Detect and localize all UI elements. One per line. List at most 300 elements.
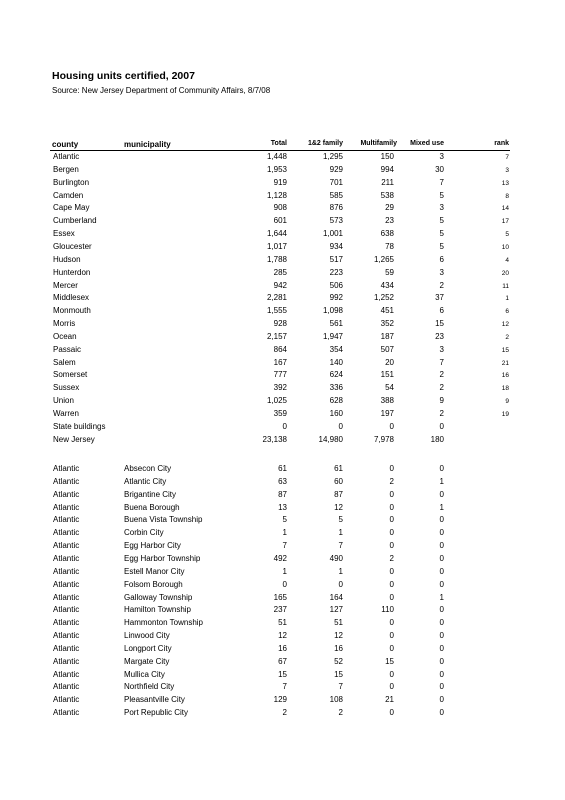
municipality-cell: Galloway Township: [124, 592, 193, 602]
multifamily-cell: 0: [389, 579, 394, 589]
multifamily-cell: 0: [389, 515, 394, 525]
family12-cell: 52: [334, 656, 343, 666]
family12-cell: 108: [329, 695, 343, 705]
total-cell: 1,128: [266, 190, 287, 200]
table-row: [0, 515, 565, 528]
multifamily-cell: 151: [380, 370, 394, 380]
table-row: [0, 464, 565, 477]
header-rule: [50, 150, 510, 151]
county-cell: Atlantic: [53, 643, 80, 653]
family12-cell: 0: [338, 579, 343, 589]
county-cell: Monmouth: [53, 306, 91, 316]
table-row: [0, 593, 565, 606]
county-cell: Atlantic: [53, 528, 80, 538]
county-cell: Gloucester: [53, 241, 92, 251]
multifamily-cell: 451: [380, 306, 394, 316]
total-cell: 942: [273, 280, 287, 290]
total-cell: 23,138: [262, 434, 287, 444]
total-cell: 237: [273, 605, 287, 615]
county-cell: Camden: [53, 190, 84, 200]
multifamily-cell: 0: [389, 669, 394, 679]
mixed-use-cell: 6: [439, 254, 444, 264]
total-cell: 15: [278, 669, 287, 679]
mixed-use-cell: 0: [439, 553, 444, 563]
county-cell: Morris: [53, 319, 76, 329]
family12-cell: 1: [338, 528, 343, 538]
table-row: [0, 605, 565, 618]
family12-cell: 876: [329, 203, 343, 213]
mixed-use-cell: 0: [439, 528, 444, 538]
municipality-cell: Margate City: [124, 656, 170, 666]
multifamily-cell: 54: [385, 383, 394, 393]
total-cell: 1,555: [266, 306, 287, 316]
rank-cell: 1: [505, 295, 509, 303]
total-cell: 51: [278, 618, 287, 628]
family12-cell: 60: [334, 476, 343, 486]
total-cell: 359: [273, 409, 287, 418]
family12-cell: 573: [329, 216, 343, 226]
table-row: [0, 281, 565, 294]
page-title: Housing units certified, 2007: [52, 70, 195, 82]
table-row: [0, 435, 565, 448]
table-row: [0, 396, 565, 409]
family12-cell: 223: [329, 267, 343, 277]
family12-cell: 160: [329, 409, 343, 418]
source-note: Source: New Jersey Department of Community Affairs, 8/7/08: [52, 86, 271, 95]
total-cell: 928: [273, 319, 287, 329]
mixed-use-cell: 7: [439, 177, 444, 187]
mixed-use-cell: 0: [439, 541, 444, 551]
municipality-cell: Buena Borough: [124, 502, 180, 512]
mixed-use-cell: 0: [439, 579, 444, 589]
rank-cell: 7: [505, 154, 509, 161]
municipality-cell: Egg Harbor City: [124, 541, 181, 551]
rank-cell: 11: [502, 282, 509, 290]
multifamily-cell: 434: [380, 280, 394, 290]
multifamily-cell: 0: [389, 618, 394, 628]
mixed-use-cell: 2: [439, 383, 444, 393]
table-row: [0, 580, 565, 593]
county-cell: Somerset: [53, 370, 88, 380]
table-row: [0, 242, 565, 255]
table-row: [0, 644, 565, 657]
rank-cell: 19: [501, 411, 509, 418]
family12-cell: 12: [334, 631, 343, 641]
table-row: [0, 477, 565, 490]
total-cell: 87: [278, 489, 287, 499]
county-cell: Salem: [53, 357, 76, 367]
mixed-use-cell: 0: [439, 656, 444, 666]
multifamily-cell: 59: [385, 267, 394, 277]
table-row: [0, 370, 565, 383]
total-cell: 1,025: [266, 396, 287, 406]
county-cell: Atlantic: [53, 541, 80, 551]
multifamily-cell: 0: [389, 528, 394, 538]
total-cell: 2,281: [266, 293, 287, 303]
total-cell: 285: [273, 267, 287, 277]
mixed-use-cell: 2: [439, 409, 444, 418]
rank-cell: 12: [501, 321, 509, 329]
mixed-use-cell: 7: [439, 357, 444, 367]
multifamily-cell: 638: [380, 229, 394, 239]
table-row: [0, 708, 565, 721]
rank-cell: 16: [501, 372, 509, 380]
total-cell: 5: [282, 515, 287, 525]
multifamily-cell: 507: [380, 344, 394, 354]
municipality-cell: Hammonton Township: [124, 618, 204, 628]
county-cell: Atlantic: [53, 502, 80, 512]
family12-cell: 0: [338, 421, 343, 431]
county-cell: Atlantic: [53, 708, 80, 718]
mixed-use-cell: 0: [439, 708, 444, 718]
municipality-cell: Brigantine City: [124, 489, 177, 499]
table-row: [0, 422, 565, 435]
rank-cell: 9: [505, 398, 509, 406]
mixed-use-cell: 37: [435, 293, 444, 303]
total-cell: 919: [273, 177, 287, 187]
table-row: [0, 490, 565, 503]
total-cell: 167: [273, 357, 287, 367]
municipality-cell: Buena Vista Township: [124, 515, 203, 525]
mixed-use-cell: 0: [439, 695, 444, 705]
mixed-use-cell: 0: [439, 566, 444, 576]
county-cell: Atlantic: [53, 476, 80, 486]
multifamily-cell: 0: [389, 566, 394, 576]
total-cell: 7: [282, 682, 287, 692]
county-cell: Warren: [53, 409, 79, 418]
mixed-use-cell: 0: [439, 618, 444, 628]
family12-cell: 934: [329, 241, 343, 251]
county-cell: Atlantic: [53, 152, 80, 161]
header-rank: rank: [494, 140, 509, 147]
table-row: [0, 178, 565, 191]
family12-cell: 164: [329, 592, 343, 602]
mixed-use-cell: 0: [439, 489, 444, 499]
county-cell: Cape May: [53, 203, 90, 213]
rank-cell: 2: [505, 333, 509, 341]
table-row: [0, 293, 565, 306]
multifamily-cell: 0: [389, 502, 394, 512]
county-cell: Atlantic: [53, 605, 80, 615]
table-row: [0, 670, 565, 683]
multifamily-cell: 0: [389, 708, 394, 718]
multifamily-cell: 187: [380, 331, 394, 341]
county-cell: Atlantic: [53, 515, 80, 525]
county-cell: Atlantic: [53, 566, 80, 576]
total-cell: 13: [278, 502, 287, 512]
multifamily-cell: 352: [380, 319, 394, 329]
total-cell: 7: [282, 541, 287, 551]
total-cell: 0: [282, 579, 287, 589]
family12-cell: 14,980: [318, 434, 343, 444]
table-row: [0, 567, 565, 580]
family12-cell: 7: [338, 682, 343, 692]
table-row: [0, 528, 565, 541]
family12-cell: 929: [329, 164, 343, 174]
total-cell: 1,448: [266, 152, 287, 161]
municipality-cell: Longport City: [124, 643, 172, 653]
total-cell: 61: [278, 464, 287, 473]
mixed-use-cell: 6: [439, 306, 444, 316]
multifamily-cell: 20: [385, 357, 394, 367]
multifamily-cell: 2: [389, 553, 394, 563]
mixed-use-cell: 1: [439, 502, 444, 512]
header-mixed-use: Mixed use: [410, 140, 444, 147]
table-row: [0, 152, 565, 165]
table-row: [0, 618, 565, 631]
total-cell: 1: [282, 566, 287, 576]
rank-cell: 15: [501, 346, 509, 354]
county-cell: Bergen: [53, 164, 79, 174]
header-municipality: municipality: [124, 140, 171, 149]
rank-cell: 18: [501, 385, 509, 393]
total-cell: 63: [278, 476, 287, 486]
county-cell: New Jersey: [53, 434, 95, 444]
family12-cell: 585: [329, 190, 343, 200]
total-cell: 392: [273, 383, 287, 393]
table-row: [0, 229, 565, 242]
family12-cell: 127: [329, 605, 343, 615]
table-row: [0, 345, 565, 358]
family12-cell: 2: [338, 708, 343, 718]
municipality-cell: Linwood City: [124, 631, 170, 641]
rank-cell: 13: [501, 179, 509, 187]
multifamily-cell: 78: [385, 241, 394, 251]
mixed-use-cell: 3: [439, 203, 444, 213]
mixed-use-cell: 0: [439, 464, 444, 473]
multifamily-cell: 29: [385, 203, 394, 213]
mixed-use-cell: 5: [439, 190, 444, 200]
table-row: [0, 268, 565, 281]
header-1-2-family: 1&2 family: [307, 140, 343, 147]
table-row: [0, 319, 565, 332]
family12-cell: 16: [334, 643, 343, 653]
total-cell: 601: [273, 216, 287, 226]
municipality-cell: Mullica City: [124, 669, 165, 679]
family12-cell: 1,098: [322, 306, 343, 316]
table-row: [0, 695, 565, 708]
total-cell: 1,953: [266, 164, 287, 174]
mixed-use-cell: 5: [439, 216, 444, 226]
family12-cell: 336: [329, 383, 343, 393]
county-cell: Atlantic: [53, 682, 80, 692]
municipality-cell: Port Republic City: [124, 708, 189, 718]
mixed-use-cell: 0: [439, 605, 444, 615]
multifamily-cell: 15: [385, 656, 394, 666]
county-cell: Hudson: [53, 254, 81, 264]
family12-cell: 992: [329, 293, 343, 303]
county-cell: Atlantic: [53, 669, 80, 679]
rank-cell: 10: [501, 243, 509, 251]
multifamily-cell: 0: [389, 541, 394, 551]
total-cell: 1: [282, 528, 287, 538]
multifamily-cell: 0: [389, 421, 394, 431]
family12-cell: 87: [334, 489, 343, 499]
multifamily-cell: 0: [389, 464, 394, 473]
county-cell: Burlington: [53, 177, 90, 187]
mixed-use-cell: 9: [439, 396, 444, 406]
family12-cell: 140: [329, 357, 343, 367]
rank-cell: 21: [501, 359, 509, 367]
multifamily-cell: 994: [380, 164, 394, 174]
multifamily-cell: 1,265: [373, 254, 394, 264]
family12-cell: 1,001: [322, 229, 343, 239]
county-cell: Cumberland: [53, 216, 97, 226]
table-row: [0, 332, 565, 345]
header-total: Total: [270, 140, 287, 147]
mixed-use-cell: 0: [439, 631, 444, 641]
multifamily-cell: 197: [380, 409, 394, 418]
family12-cell: 701: [329, 177, 343, 187]
multifamily-cell: 538: [380, 190, 394, 200]
mixed-use-cell: 0: [439, 421, 444, 431]
table-row: [0, 631, 565, 644]
mixed-use-cell: 0: [439, 515, 444, 525]
total-cell: 16: [278, 643, 287, 653]
table-row: [0, 358, 565, 371]
multifamily-cell: 211: [381, 177, 394, 187]
rank-cell: 5: [505, 231, 509, 239]
mixed-use-cell: 0: [439, 669, 444, 679]
total-cell: 2: [282, 708, 287, 718]
county-cell: Atlantic: [53, 695, 80, 705]
mixed-use-cell: 3: [439, 152, 444, 161]
family12-cell: 624: [329, 370, 343, 380]
county-cell: Atlantic: [53, 579, 80, 589]
table-row: [0, 191, 565, 204]
mixed-use-cell: 23: [435, 331, 444, 341]
family12-cell: 61: [334, 464, 343, 473]
county-cell: Atlantic: [53, 656, 80, 666]
county-cell: Essex: [53, 229, 75, 239]
multifamily-cell: 23: [385, 216, 394, 226]
table-row: [0, 255, 565, 268]
total-cell: 165: [273, 592, 287, 602]
mixed-use-cell: 5: [439, 241, 444, 251]
multifamily-cell: 0: [389, 682, 394, 692]
total-cell: 129: [273, 695, 287, 705]
family12-cell: 15: [334, 669, 343, 679]
family12-cell: 12: [334, 502, 343, 512]
mixed-use-cell: 15: [435, 319, 444, 329]
rank-cell: 14: [501, 205, 509, 213]
county-cell: Atlantic: [53, 618, 80, 628]
header-multifamily: Multifamily: [360, 140, 397, 147]
mixed-use-cell: 3: [439, 344, 444, 354]
table-row: [0, 554, 565, 567]
table-row: [0, 306, 565, 319]
municipality-cell: Folsom Borough: [124, 579, 183, 589]
family12-cell: 506: [329, 280, 343, 290]
mixed-use-cell: 0: [439, 682, 444, 692]
multifamily-cell: 2: [389, 476, 394, 486]
total-cell: 908: [273, 203, 287, 213]
county-cell: State buildings: [53, 421, 106, 431]
county-cell: Ocean: [53, 331, 77, 341]
mixed-use-cell: 2: [439, 280, 444, 290]
total-cell: 492: [273, 553, 287, 563]
mixed-use-cell: 2: [439, 370, 444, 380]
total-cell: 1,644: [266, 229, 287, 239]
county-cell: Mercer: [53, 280, 78, 290]
table-row: [0, 165, 565, 178]
total-cell: 0: [282, 421, 287, 431]
table-row: [0, 383, 565, 396]
total-cell: 67: [278, 656, 287, 666]
mixed-use-cell: 0: [439, 643, 444, 653]
county-cell: Sussex: [53, 383, 80, 393]
family12-cell: 1,295: [322, 152, 343, 161]
family12-cell: 561: [329, 319, 343, 329]
mixed-use-cell: 1: [439, 592, 444, 602]
rank-cell: 4: [505, 256, 509, 264]
municipality-cell: Pleasantville City: [124, 695, 185, 705]
multifamily-cell: 21: [385, 695, 394, 705]
county-cell: Hunterdon: [53, 267, 91, 277]
table-row: [0, 541, 565, 554]
multifamily-cell: 388: [380, 396, 394, 406]
total-cell: 1,788: [266, 254, 287, 264]
multifamily-cell: 0: [389, 489, 394, 499]
municipality-cell: Absecon City: [124, 464, 172, 473]
county-cell: Atlantic: [53, 489, 80, 499]
rank-cell: 3: [505, 166, 509, 174]
multifamily-cell: 7,978: [373, 434, 394, 444]
total-cell: 864: [273, 344, 287, 354]
family12-cell: 1,947: [322, 331, 343, 341]
total-cell: 1,017: [266, 241, 287, 251]
table-row: [0, 216, 565, 229]
multifamily-cell: 0: [389, 592, 394, 602]
mixed-use-cell: 30: [435, 164, 444, 174]
municipality-cell: Atlantic City: [124, 476, 167, 486]
municipality-cell: Northfield City: [124, 682, 175, 692]
mixed-use-cell: 5: [439, 229, 444, 239]
family12-cell: 7: [338, 541, 343, 551]
municipality-cell: Hamilton Township: [124, 605, 191, 615]
mixed-use-cell: 1: [439, 476, 444, 486]
total-cell: 2,157: [266, 331, 287, 341]
municipality-cell: Egg Harbor Township: [124, 553, 201, 563]
header-county: county: [52, 140, 79, 149]
table-row: [0, 203, 565, 216]
municipality-cell: Estell Manor City: [124, 566, 185, 576]
rank-cell: 20: [501, 269, 509, 277]
municipality-cell: Corbin City: [124, 528, 164, 538]
family12-cell: 517: [329, 254, 343, 264]
table-row: [0, 409, 565, 422]
county-cell: Atlantic: [53, 464, 80, 473]
family12-cell: 51: [334, 618, 343, 628]
multifamily-cell: 0: [389, 631, 394, 641]
county-cell: Atlantic: [53, 631, 80, 641]
multifamily-cell: 0: [389, 643, 394, 653]
table-row: [0, 682, 565, 695]
family12-cell: 490: [329, 553, 343, 563]
county-cell: Atlantic: [53, 592, 80, 602]
rank-cell: 8: [505, 192, 509, 200]
mixed-use-cell: 3: [439, 267, 444, 277]
rank-cell: 6: [505, 308, 509, 316]
family12-cell: 1: [338, 566, 343, 576]
multifamily-cell: 150: [380, 152, 394, 161]
mixed-use-cell: 180: [430, 434, 444, 444]
multifamily-cell: 1,252: [373, 293, 394, 303]
table-row: [0, 657, 565, 670]
rank-cell: 17: [501, 218, 509, 226]
county-cell: Atlantic: [53, 553, 80, 563]
family12-cell: 628: [329, 396, 343, 406]
